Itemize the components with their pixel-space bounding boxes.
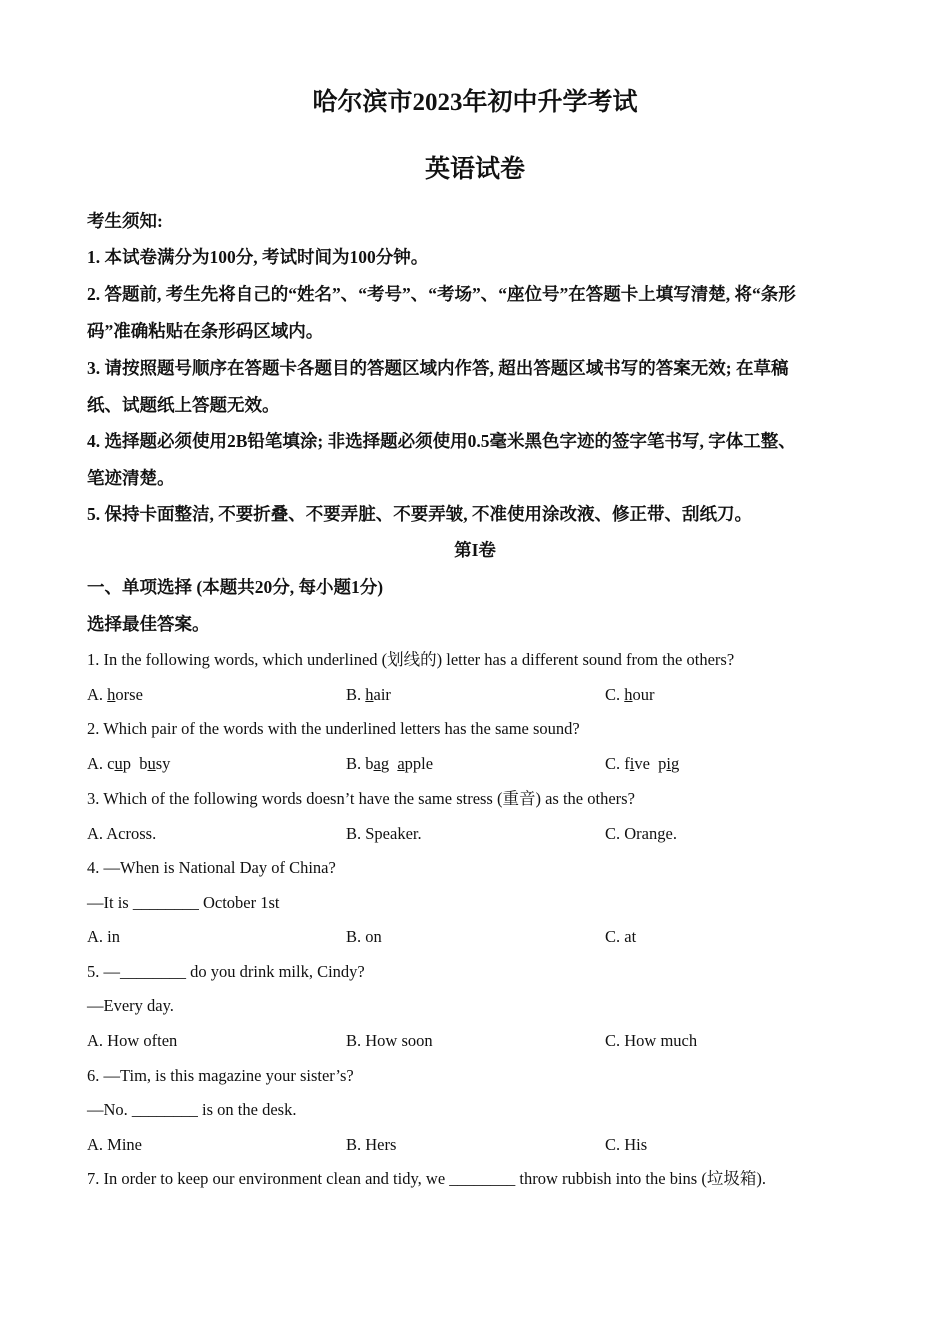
question-line: —No. ________ is on the desk. — [87, 1100, 297, 1119]
option-b: B. hair — [346, 685, 391, 704]
option-c: C. at — [605, 927, 637, 946]
question-stem: 2. Which pair of the words with the underlined letters has the same sound? — [87, 719, 580, 738]
section-title: 一、单项选择 (本题共20分, 每小题1分) — [87, 577, 384, 597]
exam-title: 哈尔滨市2023年初中升学考试 — [312, 89, 638, 116]
question-line: —It is ________ October 1st — [87, 893, 280, 912]
question-stem: 1. In the following words, which underlined (划线的) letter has a different sound from the others? — [87, 650, 735, 669]
notice-item: 1. 本试卷满分为100分, 考试时间为100分钟。 — [87, 247, 429, 267]
question-stem: 6. —Tim, is this magazine your sister’s? — [87, 1066, 354, 1085]
exam-subtitle: 英语试卷 — [424, 156, 525, 183]
option-c: C. Orange. — [605, 824, 677, 843]
notice-item: 3. 请按照题号顺序在答题卡各题目的答题区域内作答, 超出答题区域书写的答案无效; 在草稿 — [87, 358, 789, 378]
notice-item: 5. 保持卡面整洁, 不要折叠、不要弄脏、不要弄皱, 不准使用涂改液、修正带、刮纸刀。 — [87, 504, 752, 524]
option-b: B. How soon — [346, 1031, 433, 1050]
option-b: B. Hers — [346, 1135, 397, 1154]
question-stem: 3. Which of the following words doesn’t have the same stress (重音) as the others? — [87, 789, 635, 808]
question-stem: 4. —When is National Day of China? — [87, 858, 336, 877]
option-a: A. cup busy — [87, 754, 171, 773]
option-c: C. five pig — [605, 754, 680, 773]
notice-item: 纸、试题纸上答题无效。 — [87, 395, 280, 415]
part-label: 第I卷 — [454, 540, 496, 560]
option-a: A. in — [87, 927, 120, 946]
notice-item: 2. 答题前, 考生先将自己的“姓名”、“考号”、“考场”、“座位号”在答题卡上填写清楚, 将“条形 — [87, 284, 796, 304]
option-b: B. on — [346, 927, 382, 946]
notice-heading: 考生须知: — [87, 211, 163, 231]
option-c: C. How much — [605, 1031, 698, 1050]
question-stem: 7. In order to keep our environment clean and tidy, we ________ throw rubbish into the bins (垃圾箱). — [87, 1169, 766, 1188]
section-instruction: 选择最佳答案。 — [87, 614, 210, 634]
option-b: B. bag apple — [346, 754, 434, 773]
option-b: B. Speaker. — [346, 824, 422, 843]
notice-item: 码”准确粘贴在条形码区域内。 — [87, 321, 324, 341]
notice-item: 笔迹清楚。 — [87, 468, 175, 488]
question-line: —Every day. — [87, 996, 174, 1015]
option-a: A. horse — [87, 685, 143, 704]
option-a: A. Across. — [87, 824, 157, 843]
option-a: A. Mine — [87, 1135, 142, 1154]
option-a: A. How often — [87, 1031, 178, 1050]
question-stem: 5. —________ do you drink milk, Cindy? — [87, 962, 365, 981]
option-c: C. His — [605, 1135, 648, 1154]
notice-item: 4. 选择题必须使用2B铅笔填涂; 非选择题必须使用0.5毫米黑色字迹的签字笔书写, 字体工整、 — [87, 431, 796, 451]
option-c: C. hour — [605, 685, 655, 704]
